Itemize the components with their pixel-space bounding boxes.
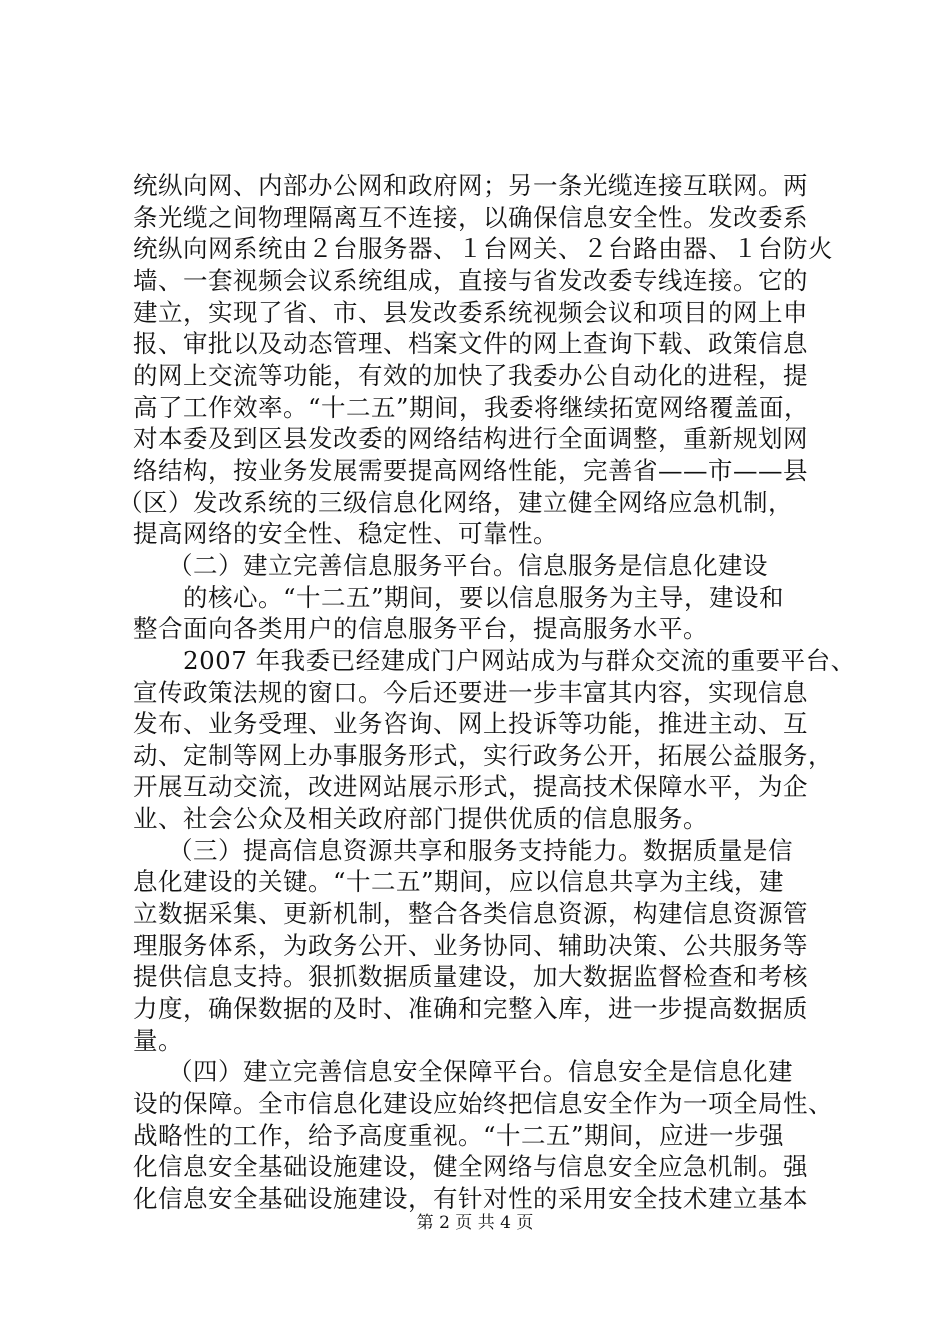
text-line: 报、审批以及动态管理、档案文件的网上查询下载、政策信息 — [133, 329, 808, 358]
text-line: 2007 年我委已经建成门户网站成为与群众交流的重要平台、 — [183, 646, 856, 675]
text-line: 提高网络的安全性、稳定性、可靠性。 — [133, 519, 558, 548]
page-number: 第 2 页 共 4 页 — [416, 1213, 534, 1233]
text-line: （区）发改系统的三级信息化网络，建立健全网络应急机制， — [118, 488, 793, 517]
text-line: 力度，确保数据的及时、准确和完整入库，进一步提高数据质 — [133, 994, 808, 1023]
text-line: 建立，实现了省、市、县发改委系统视频会议和项目的网上申 — [133, 298, 808, 327]
text-line: 宣传政策法规的窗口。今后还要进一步丰富其内容，实现信息 — [133, 678, 808, 707]
text-line: 量。 — [133, 1026, 183, 1055]
section-heading: （二）建立完善信息服务平台。信息服务是信息化建设 — [168, 551, 768, 580]
text-line: 整合面向各类用户的信息服务平台，提高服务水平。 — [133, 614, 708, 643]
text-line: 对本委及到区县发改委的网络结构进行全面调整，重新规划网 — [133, 424, 808, 453]
text-line: 息化建设的关键。“十二五”期间，应以信息共享为主线，建 — [133, 867, 785, 896]
text-line: 化信息安全基础设施建设，健全网络与信息安全应急机制。强 — [133, 1152, 808, 1181]
text-line: 条光缆之间物理隔离互不连接，以确保信息安全性。发改委系 — [133, 203, 808, 232]
section-heading: （四）建立完善信息安全保障平台。信息安全是信息化建 — [168, 1057, 793, 1086]
text-line: 业、社会公众及相关政府部门提供优质的信息服务。 — [133, 804, 708, 833]
section-heading: （三）提高信息资源共享和服务支持能力。数据质量是信 — [168, 836, 793, 865]
text-line: 高了工作效率。“十二五”期间，我委将继续拓宽网络覆盖面， — [133, 393, 810, 422]
text-line: 的网上交流等功能，有效的加快了我委办公自动化的进程，提 — [133, 361, 808, 390]
text-line: 墙、一套视频会议系统组成，直接与省发改委专线连接。它的 — [133, 266, 808, 295]
text-line: 动、定制等网上办事服务形式，实行政务公开，拓展公益服务， — [133, 741, 833, 770]
text-line: 络结构，按业务发展需要提高网络性能，完善省——市——县 — [133, 456, 808, 485]
text-line: 设的保障。全市信息化建设应始终把信息安全作为一项全局性、 — [133, 1089, 833, 1118]
text-line: 战略性的工作，给予高度重视。“十二五”期间，应进一步强 — [133, 1121, 785, 1150]
text-line: 化信息安全基础设施建设，有针对性的采用安全技术建立基本 — [133, 1184, 808, 1213]
text-line: 立数据采集、更新机制，整合各类信息资源，构建信息资源管 — [133, 899, 808, 928]
text-line: 的核心。“十二五”期间，要以信息服务为主导，建设和 — [183, 583, 785, 612]
text-line: 开展互动交流，改进网站展示形式，提高技术保障水平，为企 — [133, 772, 808, 801]
text-line: 统纵向网、内部办公网和政府网；另一条光缆连接互联网。两 — [133, 171, 808, 200]
text-line: 统纵向网系统由２台服务器、１台网关、２台路由器、１台防火 — [133, 234, 833, 263]
text-line: 发布、业务受理、业务咨询、网上投诉等功能，推进主动、互 — [133, 709, 808, 738]
text-line: 提供信息支持。狠抓数据质量建设，加大数据监督检查和考核 — [133, 962, 808, 991]
text-line: 理服务体系，为政务公开、业务协同、辅助决策、公共服务等 — [133, 931, 808, 960]
